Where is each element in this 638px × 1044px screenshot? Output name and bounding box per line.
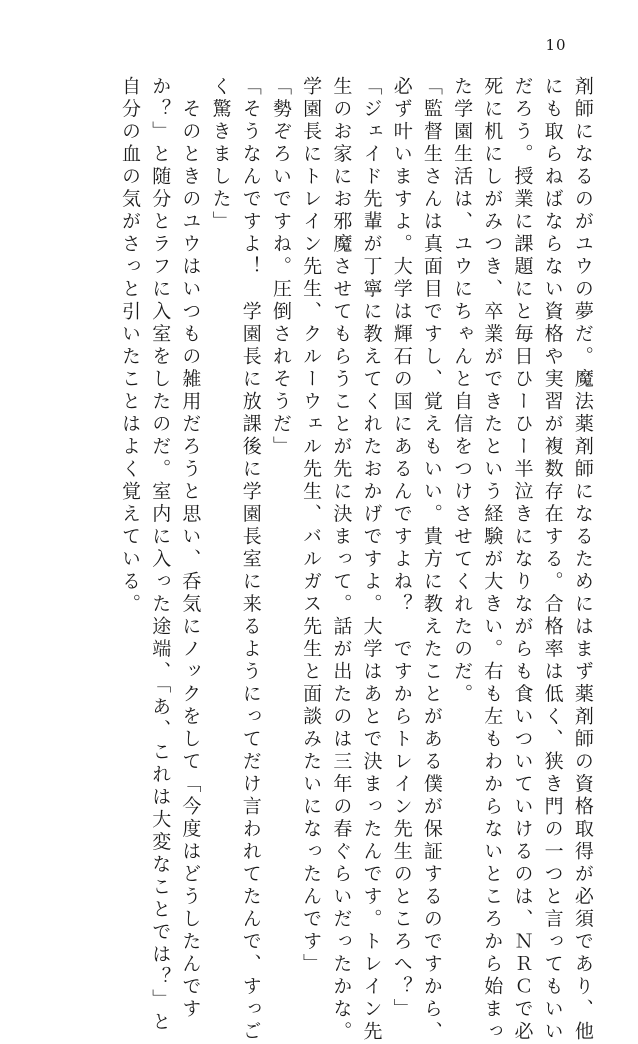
text-line: 自分の血の気がさっと引いたことはよく覚えている。 — [119, 76, 141, 616]
text-line: 必ず叶いますよ。大学は輝石の国にあるんですよね？ ですからトレイン先生のところへ？」 — [390, 76, 413, 1021]
text-line: 剤師になるのがユウの夢だ。魔法薬剤師になるためにはまず薬剤師の資格取得が必須であり、他 — [571, 76, 594, 1044]
text-line: 死に机にしがみつき、卒業ができたという経験が大きい。右も左もわからないところから始まっ — [481, 76, 504, 1044]
text-line: 「そうなんですよ！ 学園長に放課後に学園長室に来るようにってだけ言われてたんで、すっご — [239, 76, 262, 1044]
vertical-text-body — [119, 76, 594, 1044]
text-line: そのときのユウはいつもの雑用だろうと思い、呑気にノックをして「今度はどうしたんです — [179, 76, 202, 1021]
text-line: た学園生活は、ユウにちゃんと自信をつけさせてくれたのだ。 — [451, 76, 474, 706]
text-line: か？」と随分とラフに入室をしたのだ。室内に入った途端、「あ、これは大変なことでは？」と — [149, 76, 172, 1034]
text-line: 生のお家にお邪魔させてもらうことが先に決まって。話が出たのは三年の春ぐらいだったかな。 — [330, 76, 353, 1044]
text-line: 「ジェイド先輩が丁寧に教えてくれたおかげですよ。大学はあとで決まったんです。トレイン先 — [360, 76, 383, 1044]
text-line: 「監督生さんは真面目ですし、覚えもいい。貴方に教えたことがある僕が保証するのですから、 — [420, 76, 443, 1044]
text-line: にも取らねばならない資格や実習が複数存在する。合格率は低く、狭き門の一つと言ってもいい — [541, 76, 564, 1044]
page-number: 10 — [545, 36, 567, 54]
text-line: 学園長にトレイン先生、クルーウェル先生、バルガス先生と面談みたいになったんです」 — [300, 76, 323, 976]
text-line: 「勢ぞろいですね。圧倒されそうだ」 — [269, 76, 292, 459]
text-line: く驚きました」 — [209, 76, 232, 234]
text-line: だろう。授業に課題にと毎日ひーひー半泣きになりながらも食いついていけるのは、ＮＲＣで必 — [511, 76, 534, 1044]
